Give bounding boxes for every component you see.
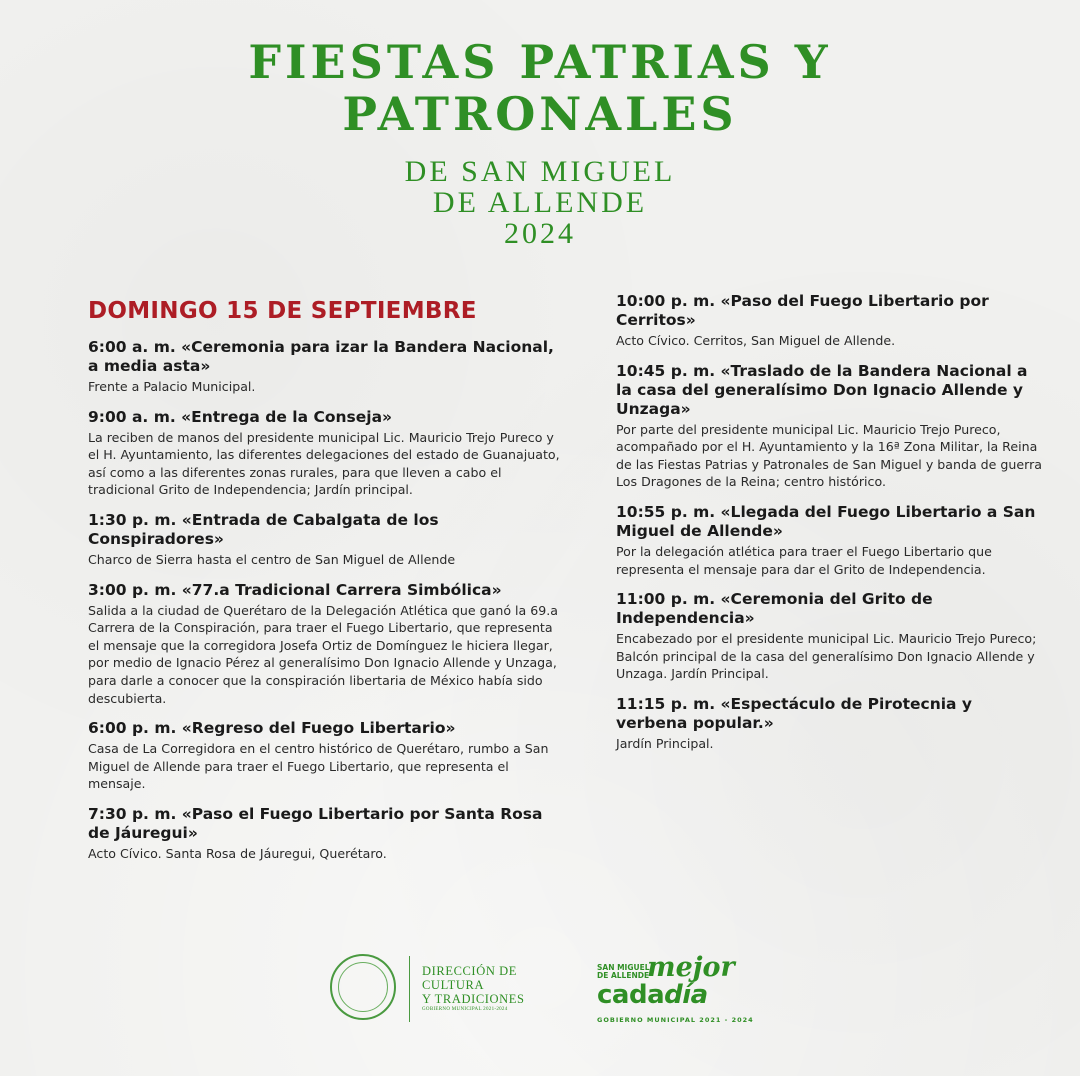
dept-line-3: Y TRADICIONES: [422, 992, 525, 1006]
event-description: Por parte del presidente municipal Lic. Mauricio Trejo Pureco, acompañado por el H. Ayuntamiento y la 16ª Zona Militar, la Reina de las Fiestas Patrias y Patronales de San Miguel y banda de guerra Los Dragones de la Reina; centro histórico.: [616, 421, 1042, 490]
event-description: Jardín Principal.: [616, 735, 714, 751]
page-subtitle: [0, 156, 1080, 249]
event-title: 6:00 a. m. «Ceremonia para izar la Bandera Nacional, a media asta»: [88, 338, 554, 375]
event-description: Casa de La Corregidora en el centro histórico de Querétaro, rumbo a San Miguel de Allende para traer el Fuego Libertario, que representa el mensaje.: [88, 741, 549, 792]
event-title: 11:15 p. m. «Espectáculo de Pirotecnia y verbena popular.»: [616, 694, 973, 732]
event-title: 11:00 p. m. «Ceremonia del Grito de Independencia»: [616, 590, 933, 628]
event-title: 3:00 p. m. «77.a Tradicional Carrera Simbólica»: [88, 580, 502, 599]
department-logo: [422, 964, 525, 1014]
event-title: 9:00 a. m. «Entrega de la Conseja»: [88, 407, 393, 426]
event-title: 7:30 p. m. «Paso el Fuego Libertario por Santa Rosa de Jáuregui»: [88, 804, 543, 842]
event-title: 1:30 p. m. «Entrada de Cabalgata de los Conspiradores»: [88, 510, 439, 548]
subtitle-line-2: DE ALLENDE: [432, 186, 648, 219]
event-item: [616, 503, 1046, 578]
footer-logos: [0, 950, 1080, 1030]
mejor-cada-dia-logo: [597, 952, 757, 1028]
event-title: 10:45 p. m. «Traslado de la Bandera Nacional a la casa del generalísimo Don Ignacio Allende y Unzaga»: [616, 361, 1028, 418]
schedule-left-column: [88, 292, 566, 875]
municipal-seal-icon: [330, 954, 396, 1020]
event-item: [88, 408, 566, 499]
event-item: [616, 590, 1046, 683]
brand-mejor: mejor: [647, 952, 735, 983]
brand-cada-dia: [597, 980, 708, 1010]
brand-city-line-2: DE ALLENDE: [597, 971, 650, 980]
subtitle-year: 2024: [504, 217, 576, 250]
day-heading: DOMINGO 15 DE SEPTIEMBRE: [88, 298, 477, 324]
event-title: 10:00 p. m. «Paso del Fuego Libertario por Cerritos»: [616, 292, 989, 329]
event-description: Charco de Sierra hasta el centro de San Miguel de Allende: [88, 551, 456, 567]
title-line-1: FIESTAS PATRIAS Y: [248, 35, 832, 89]
event-description: Por la delegación atlética para traer el Fuego Libertario que representa el mensaje para dar el Grito de Independencia.: [616, 543, 992, 577]
event-item: [88, 581, 566, 708]
dept-line-1: DIRECCIÓN DE: [422, 964, 518, 978]
event-title: 6:00 p. m. «Regreso del Fuego Libertario»: [88, 719, 456, 738]
event-description: Acto Cívico. Cerritos, San Miguel de Allende.: [616, 333, 896, 348]
brand-government-text: GOBIERNO MUNICIPAL 2021 - 2024: [597, 1016, 754, 1024]
event-title: 10:55 p. m. «Llegada del Fuego Libertario a San Miguel de Allende»: [616, 502, 1036, 540]
schedule-right-column: [616, 292, 1046, 765]
event-item: [88, 805, 566, 863]
dept-government-text: GOBIERNO MUNICIPAL 2021-2024: [422, 1007, 508, 1012]
event-item: [616, 292, 1046, 350]
page-title: [0, 36, 1080, 140]
title-line-2: PATRONALES: [342, 87, 738, 141]
event-description: Salida a la ciudad de Querétaro de la Delegación Atlética que ganó la 69.a Carrera de la Conspiración, para traer el Fuego Libertario, que representa el mensaje que la corregidora Josefa Ortiz de Domínguez le hiciera llegar, por medio de Ignacio Pérez al generalísimo Don Ignacio Allende y Unzaga, para darle a conocer que la conspiración libertaria de México había sido descubierta.: [88, 602, 559, 706]
brand-cada: cada: [597, 980, 665, 1010]
event-item: [88, 719, 566, 793]
brand-dia: día: [664, 980, 708, 1010]
event-description: Frente a Palacio Municipal.: [88, 379, 256, 394]
subtitle-line-1: DE SAN MIGUEL: [404, 155, 676, 188]
event-item: [616, 362, 1046, 491]
brand-city-line-1: SAN MIGUEL: [597, 963, 650, 972]
event-item: [88, 338, 566, 396]
event-description: La reciben de manos del presidente municipal Lic. Mauricio Trejo Pureco y el H. Ayuntamiento, las diferentes delegaciones del estado de Guanajuato, así como a las diferentes zonas rurales, para que lleven a cabo el tradicional Grito de Independencia; Jardín principal.: [88, 429, 560, 498]
logo-divider: [409, 956, 410, 1022]
event-description: Encabezado por el presidente municipal Lic. Mauricio Trejo Pureco; Balcón principal de la casa del generalísimo Don Ignacio Allende y Unzaga. Jardín Principal.: [616, 631, 1037, 682]
event-item: [616, 695, 1046, 753]
brand-city: [597, 964, 650, 980]
dept-line-2: CULTURA: [422, 978, 485, 992]
event-item: [88, 511, 566, 569]
event-description: Acto Cívico. Santa Rosa de Jáuregui, Querétaro.: [88, 845, 387, 861]
